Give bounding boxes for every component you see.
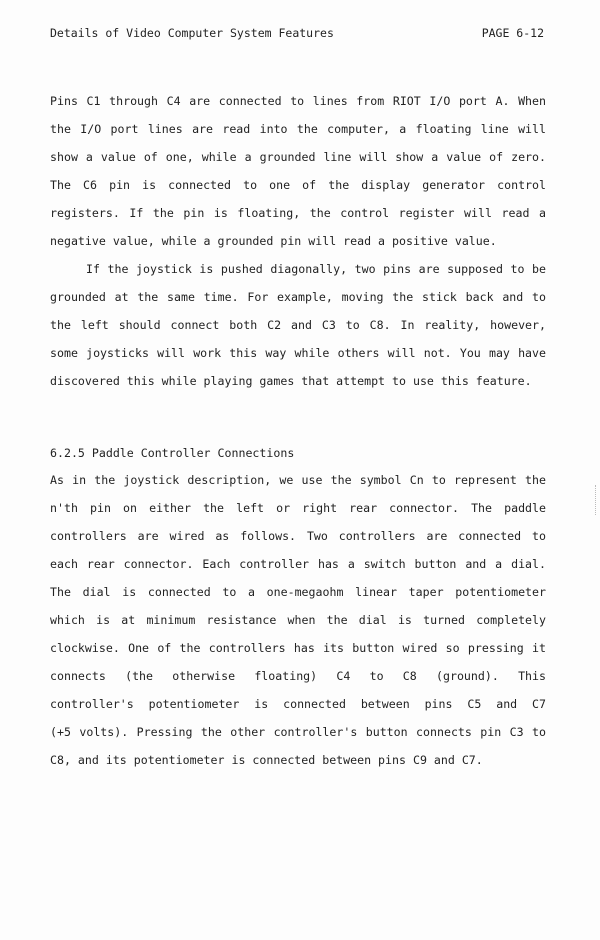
text-line: The C6 pin is connected to one of the display generator control [50,178,546,192]
text-line: registers. If the pin is floating, the control register will read a [50,206,546,220]
text-line: As in the joystick description, we use the symbol Cn to represent the [50,473,546,487]
paragraph-riot-port [50,87,546,255]
header-title: Details of Video Computer System Features [50,26,334,40]
text-line: which is at minimum resistance when the dial is turned completely [50,613,546,627]
text-line: (+5 volts). Pressing the other controller's button connects pin C3 to [50,725,546,739]
text-line: C8, and its potentiometer is connected between pins C9 and C7. [50,753,483,767]
text-line: discovered this while playing games that attempt to use this feature. [50,374,532,388]
text-line: show a value of one, while a grounded line will show a value of zero. [50,150,546,164]
section-heading: 6.2.5 Paddle Controller Connections [50,446,295,460]
paragraph-paddle [50,466,546,774]
text-line: n'th pin on either the left or right rear connector. The paddle [50,501,546,515]
text-line: connects (the otherwise floating) C4 to C8 (ground). This [50,669,546,683]
text-line: If the joystick is pushed diagonally, two pins are supposed to be [86,262,546,276]
text-line: the left should connect both C2 and C3 to C8. In reality, however, [50,318,546,332]
text-line: controller's potentiometer is connected between pins C5 and C7 [50,697,546,711]
text-line: clockwise. One of the controllers has its button wired so pressing it [50,641,546,655]
scan-margin-mark [595,485,598,515]
text-line: the I/O port lines are read into the computer, a floating line will [50,122,546,136]
text-line: Pins C1 through C4 are connected to lines from RIOT I/O port A. When [50,94,546,108]
text-line: The dial is connected to a one-megaohm linear taper potentiometer [50,585,546,599]
text-line: each rear connector. Each controller has a switch button and a dial. [50,557,546,571]
text-line: some joysticks will work this way while others will not. You may have [50,346,546,360]
page-number: PAGE 6-12 [481,26,544,40]
text-line: grounded at the same time. For example, moving the stick back and to [50,290,546,304]
paragraph-diagonal [50,255,546,395]
page-header [50,25,544,41]
text-line: controllers are wired as follows. Two controllers are connected to [50,529,546,543]
text-line: negative value, while a grounded pin will read a positive value. [50,234,497,248]
